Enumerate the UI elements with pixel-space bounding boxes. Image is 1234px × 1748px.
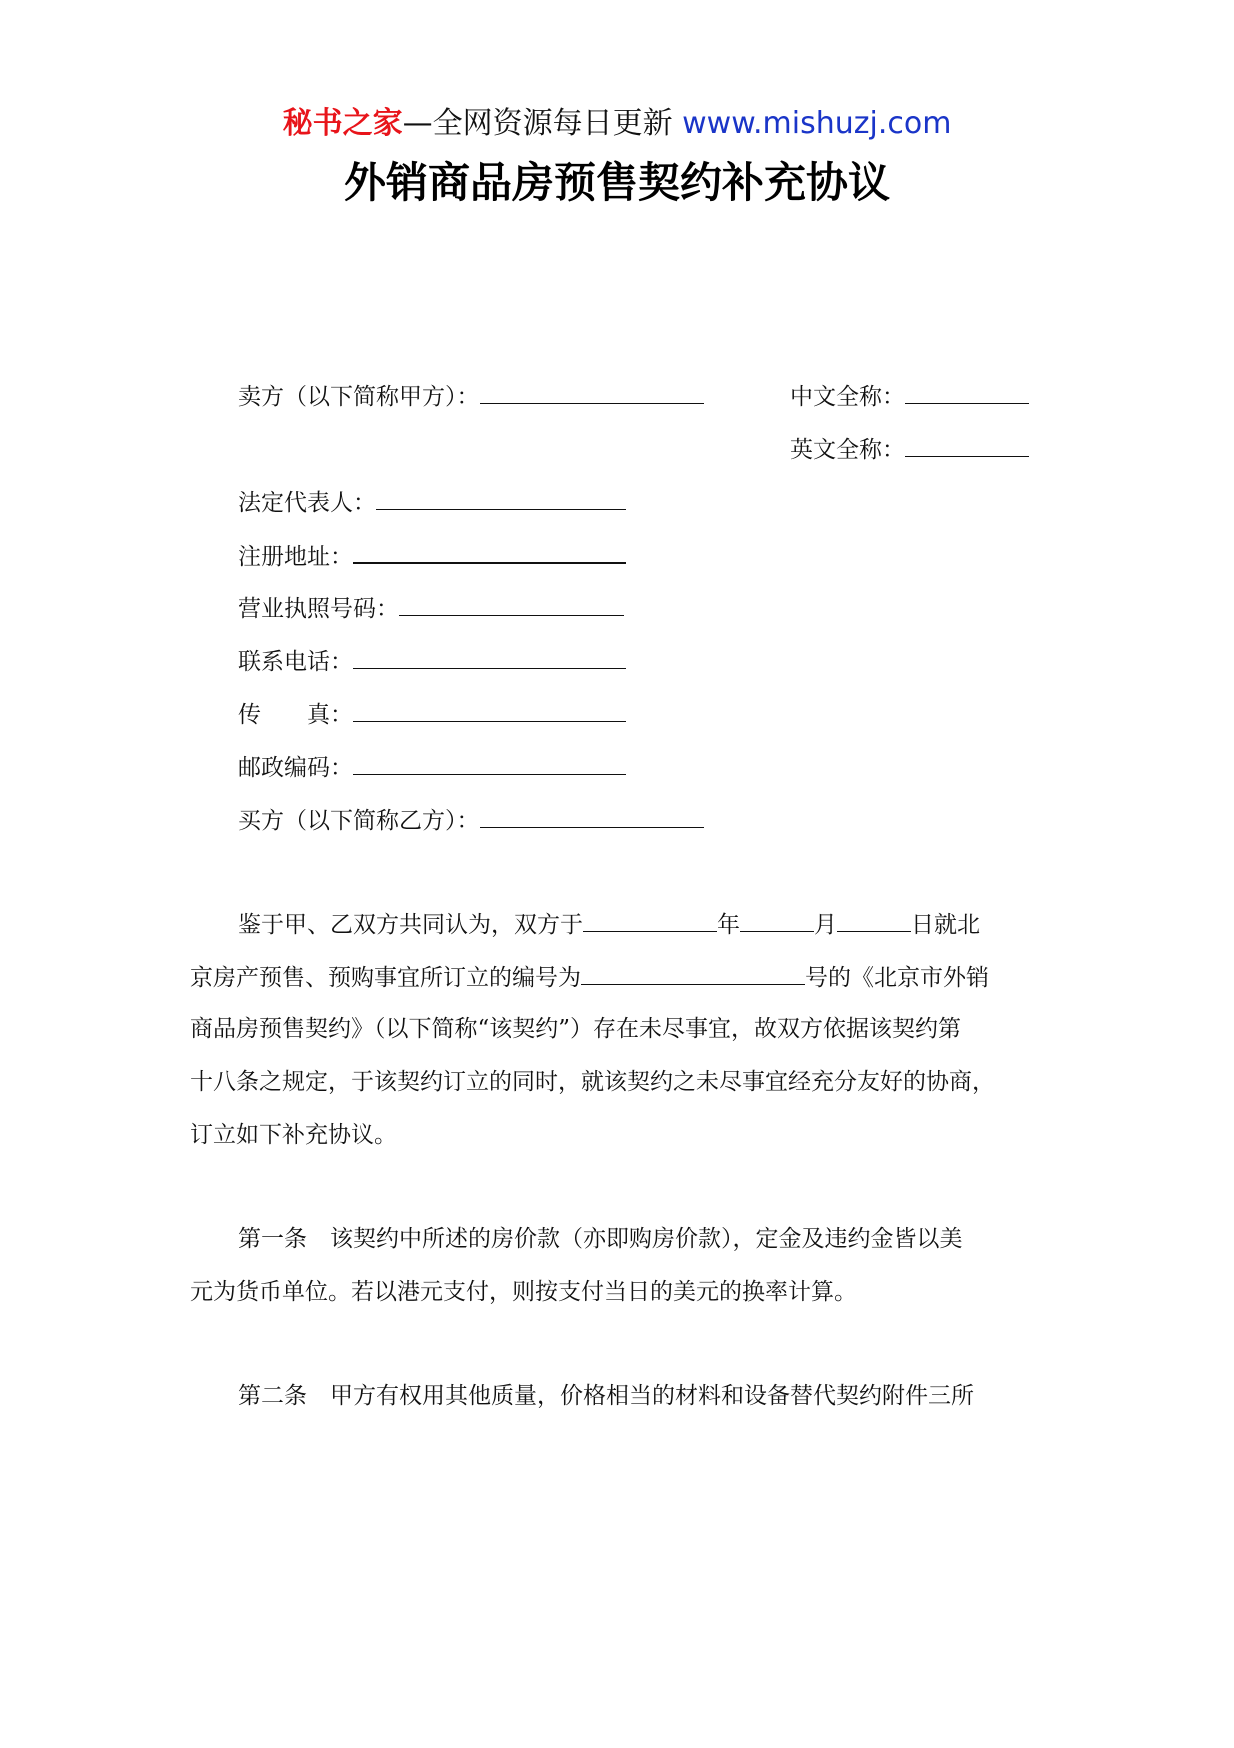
postcode-label: 邮政编码： [238, 755, 353, 781]
document-title: 外销商品房预售契约补充协议 [343, 158, 890, 207]
banner-url[interactable]: www.mishuzj.com [682, 106, 952, 141]
preamble-line-3: 商品房预售契约》（以下简称“该契约”）存在未尽事宜，故双方依据该契约第 [190, 1016, 962, 1042]
cn-name-label: 中文全称： [790, 384, 905, 410]
fax-blank [353, 698, 626, 722]
contract-number-blank [581, 961, 805, 985]
seller-row [238, 380, 704, 412]
buyer-blank [480, 804, 704, 828]
phone-label: 联系电话： [238, 649, 353, 675]
preamble-text-2b: 号的《北京市外销 [805, 965, 989, 991]
seller-blank [480, 380, 704, 404]
postcode-blank [353, 751, 626, 775]
legal-rep-row [238, 486, 626, 518]
phone-row [238, 645, 626, 677]
seller-label: 卖方（以下简称甲方）： [238, 384, 480, 410]
preamble-line-1 [238, 908, 980, 940]
buyer-label: 买方（以下简称乙方）： [238, 808, 480, 834]
en-name-row [790, 433, 1029, 465]
legal-rep-label: 法定代表人： [238, 490, 376, 516]
address-blank [353, 539, 626, 564]
preamble-line-4: 十八条之规定，于该契约订立的同时，就该契约之未尽事宜经充分友好的协商， [190, 1069, 995, 1095]
day-blank [837, 908, 911, 932]
article-2-line-1: 第二条 甲方有权用其他质量，价格相当的材料和设备替代契约附件三所 [238, 1383, 974, 1409]
legal-rep-blank [376, 486, 626, 510]
buyer-row [238, 804, 704, 836]
brand-name: 秘书之家 [282, 106, 403, 141]
year-label: 年 [717, 912, 740, 938]
cn-name-row [790, 380, 1029, 412]
address-label: 注册地址： [238, 544, 353, 570]
address-row [238, 539, 626, 572]
en-name-blank [905, 433, 1029, 457]
phone-blank [353, 645, 626, 669]
en-name-label: 英文全称： [790, 437, 905, 463]
day-label: 日就北 [911, 912, 980, 938]
article-1-line-1: 第一条 该契约中所述的房价款（亦即购房价款），定金及违约金皆以美 [238, 1226, 963, 1252]
preamble-line-5: 订立如下补充协议。 [190, 1122, 397, 1148]
fax-label: 传 真： [238, 702, 353, 728]
license-blank [399, 592, 624, 616]
banner-slogan: —全网资源每日更新 [402, 106, 673, 141]
preamble-line-2 [190, 961, 989, 993]
month-blank [740, 908, 814, 932]
year-blank [583, 908, 717, 932]
month-label: 月 [814, 912, 837, 938]
article-1-line-2: 元为货币单位。若以港元支付，则按支付当日的美元的换率计算。 [190, 1279, 857, 1305]
preamble-text-1: 鉴于甲、乙双方共同认为，双方于 [238, 912, 583, 938]
fax-row [238, 698, 626, 730]
postcode-row [238, 751, 626, 783]
license-row [238, 592, 624, 624]
cn-name-blank [905, 380, 1029, 404]
license-label: 营业执照号码： [238, 596, 399, 622]
preamble-text-2a: 京房产预售、预购事宜所订立的编号为 [190, 965, 581, 991]
site-banner [0, 104, 1234, 144]
